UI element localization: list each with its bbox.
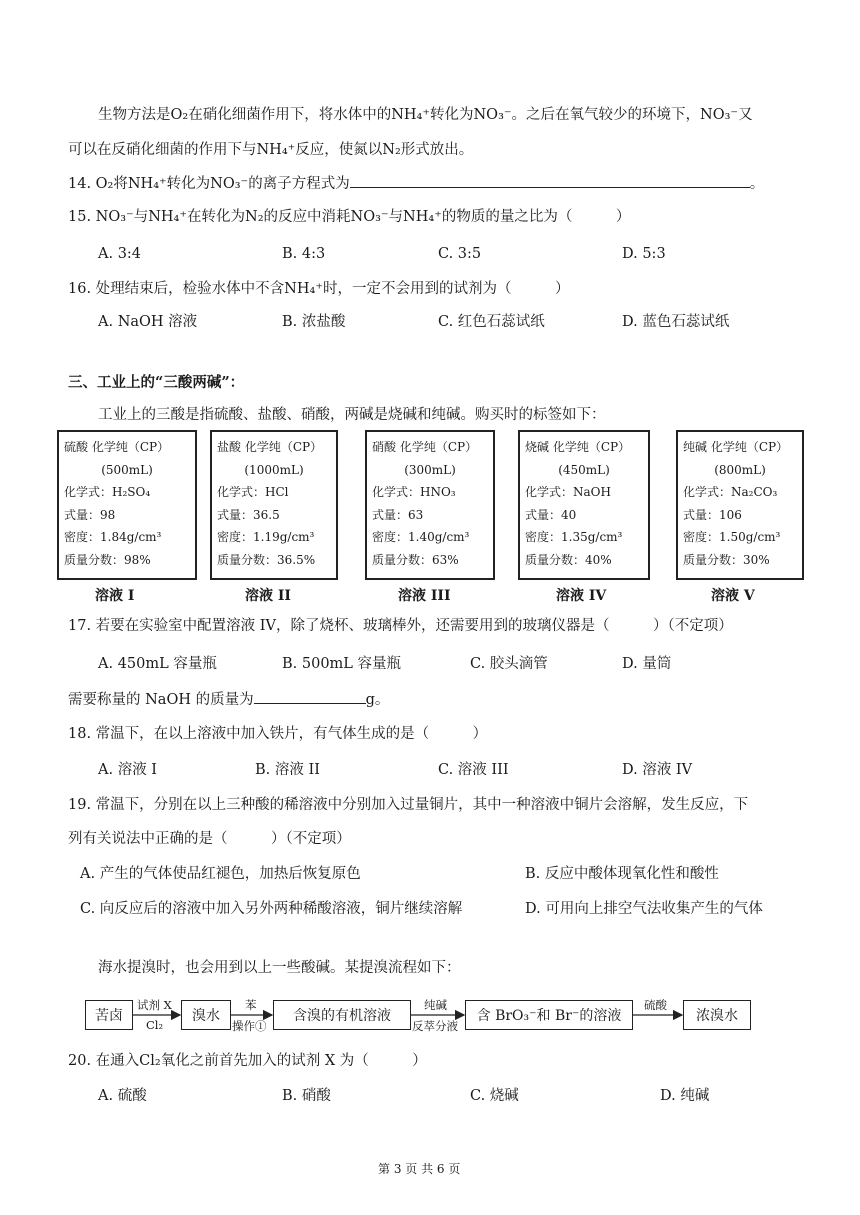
label-title: 硝酸 化学纯（CP） (372, 440, 478, 454)
label-title: 盐酸 化学纯（CP） (217, 440, 323, 454)
label-title: 纯碱 化学纯（CP） (683, 440, 789, 454)
question-17-extra-unit: g。 (365, 692, 390, 708)
label-fraction: 质量分数：36.5% (217, 552, 316, 567)
arrow-1-bottom-label: Cl₂ (146, 1018, 164, 1032)
label-title: 硫酸 化学纯（CP） (64, 440, 170, 454)
label-weight: 式量：63 (372, 507, 424, 522)
intro-line-1: 生物方法是O₂在硝化细菌作用下，将水体中的NH₄⁺转化为NO₃⁻。之后在氧气较少的环境下，NO₃⁻又 (98, 107, 753, 123)
question-17: 17. 若要在实验室中配置溶液 IV，除了烧杯、玻璃棒外，还需要用到的玻璃仪器是（ ）（不定项） (68, 618, 733, 634)
question-19-line-1: 19. 常温下，分别在以上三种酸的稀溶液中分别加入过量铜片，其中一种溶液中铜片会溶解，发生反应，下 (68, 797, 749, 813)
flow-box-bromate-solution: 含 BrO₃⁻和 Br⁻的溶液 (465, 1000, 633, 1030)
arrow-2-top-label: 苯 (245, 998, 257, 1012)
label-density: 密度：1.50g/cm³ (683, 530, 781, 544)
page-footer: 第 3 页 共 6 页 (378, 1162, 461, 1176)
label-volume: (300mL) (404, 462, 456, 477)
q19-option-c[interactable]: C. 向反应后的溶液中加入另外两种稀酸溶液，铜片继续溶解 (80, 901, 463, 917)
q16-option-d[interactable]: D. 蓝色石蕊试纸 (622, 314, 730, 330)
label-weight: 式量：106 (683, 507, 742, 522)
q16-option-c[interactable]: C. 红色石蕊试纸 (438, 314, 545, 330)
q20-option-a[interactable]: A. 硫酸 (98, 1088, 147, 1104)
question-18: 18. 常温下，在以上溶液中加入铁片，有气体生成的是（ ） (68, 726, 488, 742)
flow-box-organic-solution: 含溴的有机溶液 (273, 1000, 411, 1030)
question-14-text: 14. O₂将NH₄⁺转化为NO₃⁻的离子方程式为 (68, 176, 350, 192)
q15-option-a[interactable]: A. 3:4 (98, 246, 142, 262)
q19-option-d[interactable]: D. 可用向上排空气法收集产生的气体 (525, 901, 763, 917)
flow-box-bromine-water: 溴水 (181, 1000, 231, 1030)
label-weight: 式量：98 (64, 507, 116, 522)
label-volume: (450mL) (558, 462, 610, 477)
q15-option-d[interactable]: D. 5:3 (622, 246, 666, 262)
section-3-heading: 三、工业上的“三酸两碱”： (68, 374, 245, 391)
q18-option-d[interactable]: D. 溶液 IV (622, 762, 693, 778)
label-weight: 式量：36.5 (217, 507, 280, 522)
label-fraction: 质量分数：40% (525, 552, 612, 567)
label-fraction: 质量分数：63% (372, 552, 459, 567)
question-17-extra-text: 需要称量的 NaOH 的质量为 (68, 692, 254, 708)
q20-option-d[interactable]: D. 纯碱 (660, 1088, 710, 1104)
flow-box-concentrated-bromine-water: 浓溴水 (683, 1000, 751, 1030)
label-formula: 化学式：Na₂CO₃ (683, 485, 778, 499)
solution-name-1: 溶液 I (95, 588, 135, 604)
solution-name-4: 溶液 IV (556, 588, 607, 604)
label-fraction: 质量分数：98% (64, 552, 151, 567)
label-formula: 化学式：NaOH (525, 485, 611, 499)
section-3-intro: 工业上的三酸是指硫酸、盐酸、硝酸，两碱是烧碱和纯碱。购买时的标签如下： (98, 407, 606, 423)
label-formula: 化学式：H₂SO₄ (64, 485, 151, 499)
q17-option-b[interactable]: B. 500mL 容量瓶 (282, 656, 402, 672)
label-density: 密度：1.35g/cm³ (525, 530, 623, 544)
q18-option-b[interactable]: B. 溶液 II (255, 762, 320, 778)
solution-name-5: 溶液 V (711, 588, 755, 604)
question-19-line-2: 列有关说法中正确的是（ ）（不定项） (68, 831, 351, 847)
flow-intro: 海水提溴时，也会用到以上一些酸碱。某提溴流程如下： (98, 960, 461, 976)
question-16: 16. 处理结束后，检验水体中不含NH₄⁺时，一定不会用到的试剂为（ ） (68, 281, 570, 297)
label-density: 密度：1.40g/cm³ (372, 530, 470, 544)
q15-option-c[interactable]: C. 3:5 (438, 246, 482, 262)
q15-option-b[interactable]: B. 4:3 (282, 246, 326, 262)
q17-option-d[interactable]: D. 量筒 (622, 656, 672, 672)
arrow-3-top-label: 纯碱 (424, 998, 447, 1012)
arrow-4-top-label: 硫酸 (644, 998, 667, 1012)
q17-option-c[interactable]: C. 胶头滴管 (470, 656, 548, 672)
solution-name-3: 溶液 III (398, 588, 451, 604)
q16-option-a[interactable]: A. NaOH 溶液 (98, 314, 198, 330)
label-fraction: 质量分数：30% (683, 552, 770, 567)
label-density: 密度：1.19g/cm³ (217, 530, 315, 544)
label-formula: 化学式：HCl (217, 485, 289, 499)
label-volume: (500mL) (101, 462, 153, 477)
label-weight: 式量：40 (525, 507, 577, 522)
q20-option-c[interactable]: C. 烧碱 (470, 1088, 519, 1104)
label-volume: (800mL) (714, 462, 766, 477)
q16-option-b[interactable]: B. 浓盐酸 (282, 314, 346, 330)
question-15: 15. NO₃⁻与NH₄⁺在转化为N₂的反应中消耗NO₃⁻与NH₄⁺的物质的量之比为（ ） (68, 209, 631, 225)
arrow-1-top-label: 试剂 X (137, 998, 172, 1012)
label-density: 密度：1.84g/cm³ (64, 530, 162, 544)
q19-option-b[interactable]: B. 反应中酸体现氧化性和酸性 (525, 866, 719, 882)
question-20: 20. 在通入Cl₂氧化之前首先加入的试剂 X 为（ ） (68, 1053, 427, 1069)
flow-box-bittern: 苦卤 (85, 1000, 133, 1030)
q19-option-a[interactable]: A. 产生的气体使品红褪色，加热后恢复原色 (80, 866, 361, 882)
question-14-end: 。 (749, 176, 765, 192)
q20-option-b[interactable]: B. 硝酸 (282, 1088, 331, 1104)
q18-option-a[interactable]: A. 溶液 I (98, 762, 158, 778)
solution-name-2: 溶液 II (245, 588, 291, 604)
arrow-3-bottom-label: 反萃分液 (412, 1019, 458, 1033)
q17-option-a[interactable]: A. 450mL 容量瓶 (98, 656, 217, 672)
label-formula: 化学式：HNO₃ (372, 485, 456, 499)
intro-line-2: 可以在反硝化细菌的作用下与NH₄⁺反应，使氮以N₂形式放出。 (68, 142, 474, 158)
label-volume: (1000mL) (244, 462, 304, 477)
label-title: 烧碱 化学纯（CP） (525, 440, 631, 454)
q18-option-c[interactable]: C. 溶液 III (438, 762, 509, 778)
arrow-2-bottom-label: 操作① (232, 1019, 267, 1033)
